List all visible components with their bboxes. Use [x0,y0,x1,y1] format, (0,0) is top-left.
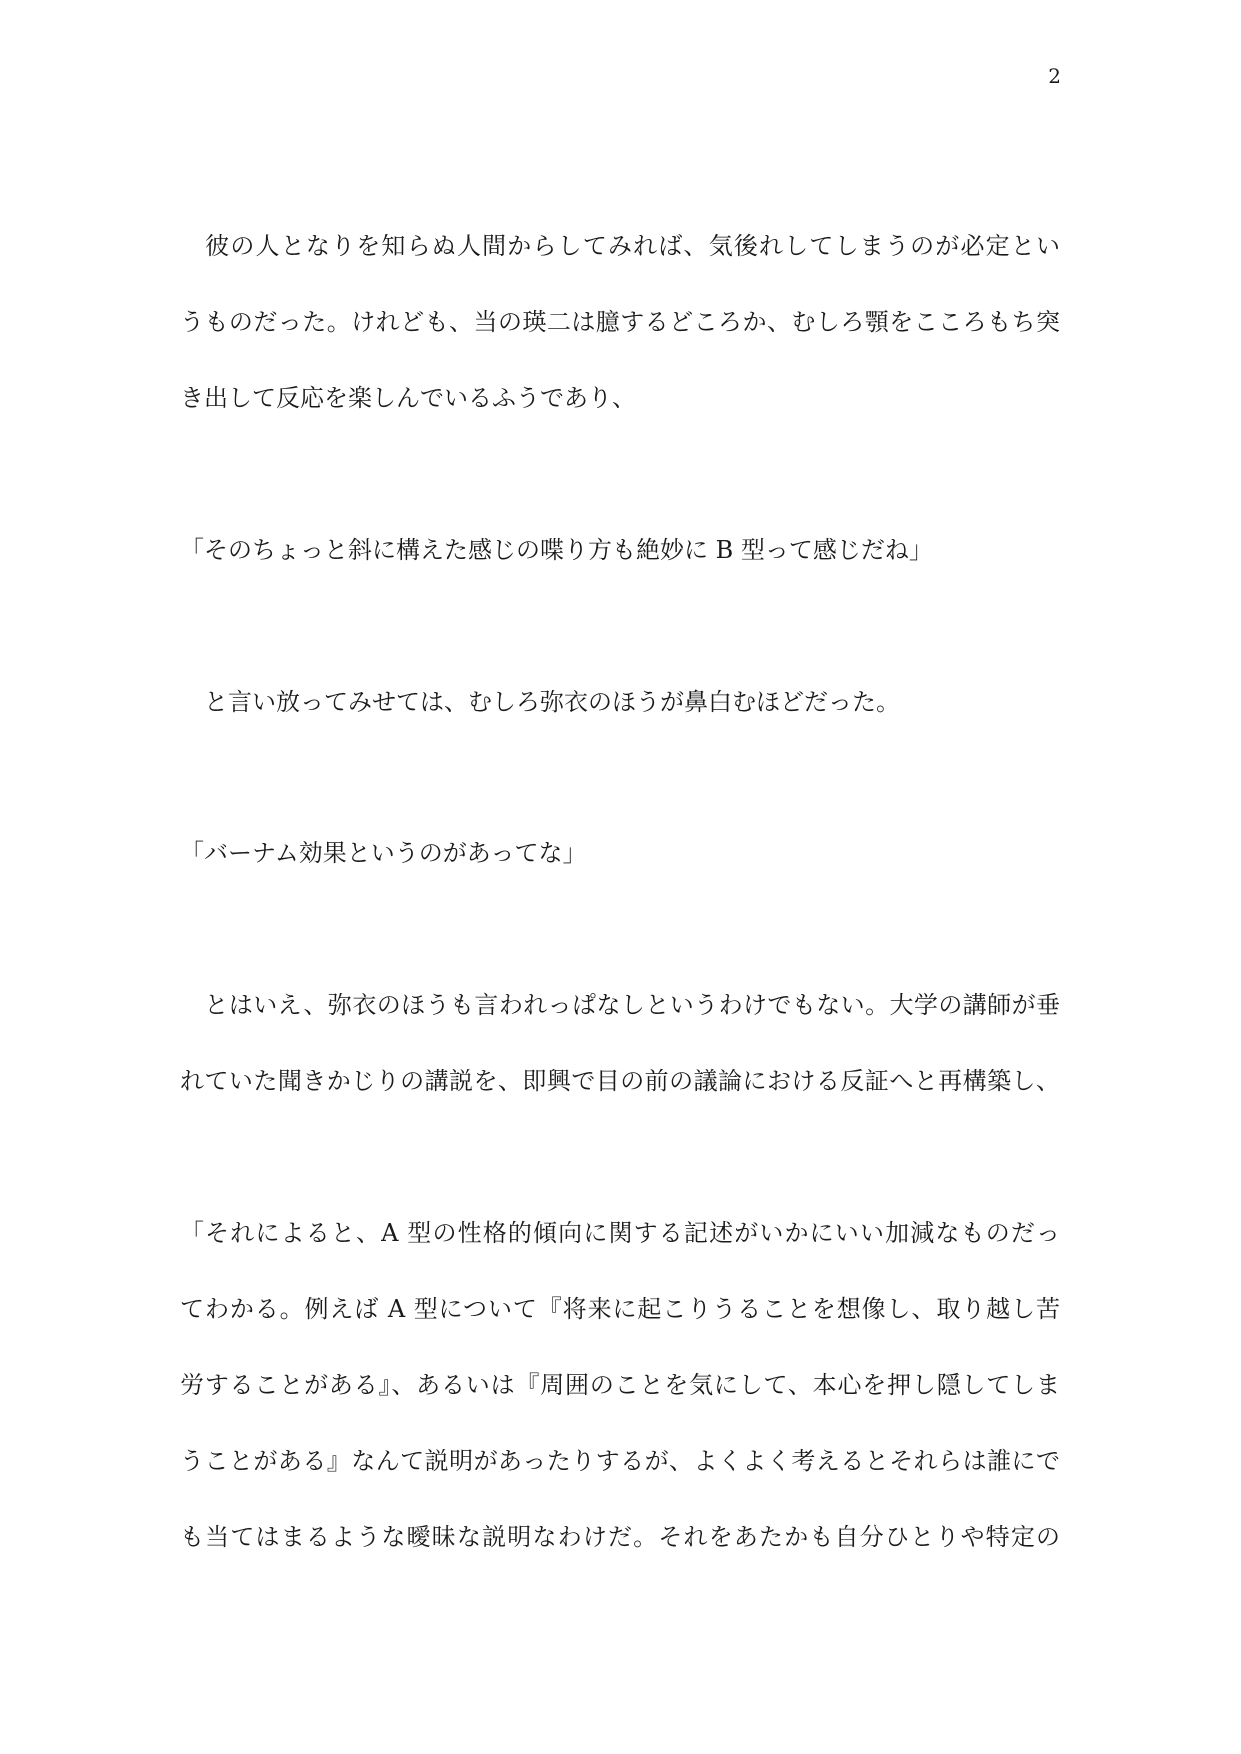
dialogue-line-3: 「それによると、A 型の性格的傾向に関する記述がいかにいい加減なものだっ [180,1219,1060,1247]
text-line-5: とはいえ、弥衣のほうも言われっぱなしというわけでもない。大学の講師が垂 [180,991,1060,1019]
text-line-1: 彼の人となりを知らぬ人間からしてみれば、気後れしてしまうのが必定とい [180,232,1060,260]
dialogue-line-5: 労することがある』、あるいは『周囲のことを気にして、本心を押し隠してしま [180,1371,1060,1399]
page-number: 2 [1048,64,1061,88]
dialogue-line-4: てわかる。例えば A 型について『将来に起こりうることを想像し、取り越し苦 [180,1295,1060,1323]
dialogue-line-1: 「そのちょっと斜に構えた感じの喋り方も絶妙に B 型って感じだね」 [180,536,933,564]
text-line-2: うものだった。けれども、当の瑛二は臆するどころか、むしろ顎をこころもち突 [180,308,1060,336]
dialogue-line-7: も当てはまるような曖昧な説明なわけだ。それをあたかも自分ひとりや特定の [180,1523,1060,1551]
text-line-4: と言い放ってみせては、むしろ弥衣のほうが鼻白むほどだった。 [180,688,900,716]
dialogue-line-6: うことがある』なんて説明があったりするが、よくよく考えるとそれらは誰にで [180,1447,1060,1475]
text-line-6: れていた聞きかじりの講説を、即興で目の前の議論における反証へと再構築し、 [180,1067,1060,1095]
text-line-3: き出して反応を楽しんでいるふうであり、 [180,384,636,412]
dialogue-line-2: 「バーナム効果というのがあってな」 [180,839,587,867]
